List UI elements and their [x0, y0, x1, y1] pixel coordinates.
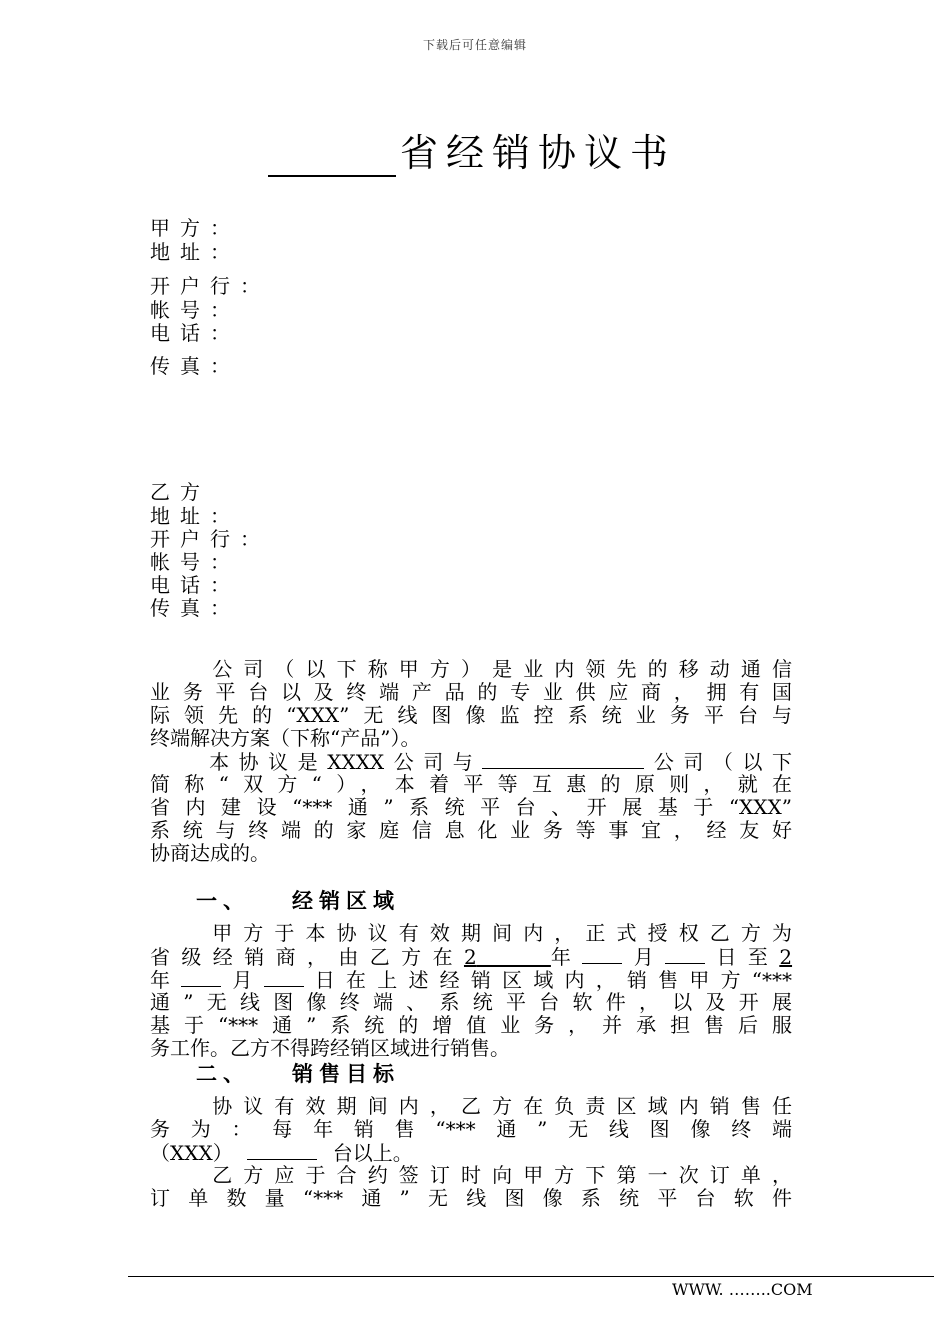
text-span: 年 [150, 968, 182, 992]
party-a-bank: 开户行： [150, 274, 270, 298]
section-2-line: 乙方应于合约签订时向甲方下第一次订单， [150, 1163, 792, 1187]
text-span: 日至 [705, 945, 780, 969]
section-2-title: 销售目标 [292, 1061, 400, 1086]
province-blank [268, 141, 396, 177]
party-a-fax: 传真： [150, 354, 240, 378]
text-span: （XXX） [150, 1141, 233, 1165]
party-b-phone: 电话： [150, 573, 240, 597]
section-2-number: 二、 [196, 1061, 250, 1086]
section-1-line [150, 945, 792, 968]
party-b-bank: 开户行： [150, 527, 270, 551]
party-b-address: 地址： [150, 504, 240, 528]
section-1-body [150, 922, 792, 1060]
agreement-line [150, 750, 792, 773]
party-b-label: 乙方 [150, 480, 210, 504]
year-prefix: 2 [463, 945, 477, 969]
intro-paragraph [150, 658, 792, 865]
party-a-label: 甲方： [150, 216, 240, 240]
section-1-line: 务工作。乙方不得跨经销区域进行销售。 [150, 1036, 510, 1060]
quantity-blank [247, 1141, 317, 1160]
section-2-line [150, 1141, 792, 1164]
text-span: 月 [622, 945, 666, 969]
agreement-line: 系统与终端的家庭信息化业务等事宜，经友好 [150, 818, 792, 842]
document-title [268, 122, 676, 177]
agreement-line: 省内建设“***通”系统平台、开展基于“XXX” [150, 795, 792, 819]
party-a-address: 地址： [150, 240, 240, 264]
text-span: 日在上述经销区域内，销售甲方“*** [303, 968, 793, 992]
text-span: 台以上。 [332, 1141, 413, 1165]
party-a-phone: 电话： [150, 321, 240, 345]
text-span: 年 [550, 945, 583, 969]
intro-line: 公司（以下称甲方）是业内领先的移动通信 [150, 657, 792, 681]
section-2-body [150, 1095, 792, 1210]
section-1-line: 通”无线图像终端、系统平台软件，以及开展 [150, 990, 792, 1014]
agreement-line: 协商达成的。 [150, 841, 270, 865]
party-b-account: 帐号： [150, 550, 240, 574]
agreement-line: 简称“双方“），本着平等互惠的原则，就在 [150, 772, 792, 796]
section-1-line: 基于“***通”系统的增值业务，并承担售后服 [150, 1013, 792, 1037]
start-year [464, 945, 551, 969]
start-month-blank [582, 945, 622, 964]
intro-line: 终端解决方案（下称“产品”）。 [150, 726, 421, 750]
section-1-title: 经销区域 [292, 888, 400, 913]
text-span: 省级经销商，由乙方在 [150, 945, 464, 969]
start-day-blank [665, 945, 705, 964]
intro-line: 业务平台以及终端产品的专业供应商，拥有国 [150, 680, 792, 704]
section-2-line: 协议有效期间内，乙方在负责区域内销售任 [150, 1094, 792, 1118]
title-text: 省经销协议书 [400, 131, 677, 175]
section-2-line: 订单数量“***通”无线图像系统平台软件 [150, 1186, 792, 1210]
agreement-suffix: 公司（以下 [644, 750, 793, 774]
section-1-line [150, 968, 792, 991]
company-blank [482, 750, 644, 769]
end-month-blank [181, 968, 221, 987]
footer-url: WWW. ……..COM [672, 1280, 813, 1299]
intro-line: 际领先的“XXX”无线图像监控系统业务平台与 [150, 703, 792, 727]
party-b-fax: 传真： [150, 596, 240, 620]
section-1-line: 甲方于本协议有效期间内，正式授权乙方为 [150, 921, 792, 945]
section-2-line: 务为：每年销售“***通”无线图像终端 [150, 1117, 792, 1141]
end-day-blank [264, 968, 304, 987]
end-year-prefix: 2 [779, 945, 793, 969]
party-a-account: 帐号： [150, 298, 240, 322]
section-1-number: 一、 [196, 888, 250, 913]
agreement-prefix: 本协议是XXXX公司与 [150, 750, 483, 774]
text-span: 月 [221, 968, 264, 992]
footer-divider [128, 1276, 934, 1277]
header-note: 下载后可任意编辑 [422, 38, 527, 52]
